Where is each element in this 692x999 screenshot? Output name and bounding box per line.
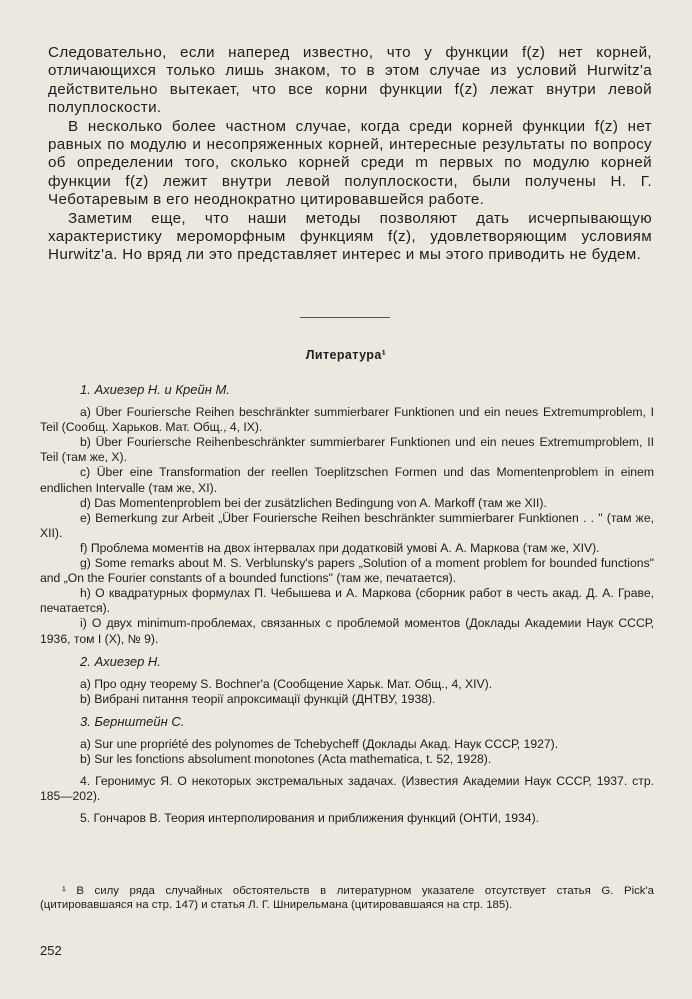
- section-divider: [300, 317, 390, 318]
- reference-entry: i) О двух minimum-проблемах, связанных с проблемой моментов (Доклады Академии Наук СССР, 1936, том I (X), № 9).: [40, 616, 654, 646]
- reference-entry: b) Sur les fonctions absolument monotones (Acta mathematica, t. 52, 1928).: [80, 752, 492, 767]
- footnote: ¹ В силу ряда случайных обстоятельств в литературном указателе отсутствует статья G. Pick'a (цитировавшаяся на стр. 147) и статья Л. Г. Шнирельмана (цитировавшаяся на стр. 185).: [40, 885, 654, 912]
- paragraph: Следовательно, если наперед известно, что у функции f(z) нет корней, отличающихся только лишь знаком, то в этом случае из условий Hurwitz'а действительно вытекает, что все корни функции f(z) лежат внутри левой полуплоскости.: [48, 44, 652, 117]
- reference-entry: 4. Геронимус Я. О некоторых экстремальных задачах. (Известия Академии Наук СССР, 1937. стр. 185—202).: [40, 774, 654, 804]
- references-list: [40, 382, 654, 826]
- page-number: 252: [40, 943, 62, 958]
- paragraph: Заметим еще, что наши методы позволяют дать исчерпывающую характеристику мероморфным функциям f(z), удовлетворяющим условиям Hurwitz'а. Но вряд ли это представляет интерес и мы этого приводить не будем.: [48, 209, 652, 264]
- reference-author: 2. Ахиезер Н.: [80, 653, 161, 669]
- reference-entry: d) Das Momentenproblem bei der zusätzlichen Bedingung von A. Markoff (там же XII).: [80, 495, 547, 510]
- references-heading: Литература¹: [305, 348, 387, 362]
- reference-entry: g) Some remarks about M. S. Verblunsky's papers „Solution of a moment problem for bounded functions" and „On the Fourier constants of a bounded functions" (там же, печатается).: [40, 556, 654, 586]
- reference-entry: c) Über eine Transformation der reellen Toeplitzschen Formen und das Momentenproblem in einem endlichen Intervalle (там же, XI).: [40, 465, 654, 495]
- main-text: [48, 44, 652, 265]
- reference-entry: b) Вибранi питання теорiї апроксимацiї функцiй (ДНТВУ, 1938).: [80, 691, 436, 706]
- reference-entry: a) Sur une propriété des polynomes de Tchebycheff (Доклады Акад. Наук СССР, 1927).: [80, 736, 559, 751]
- reference-entry: a) Über Fouriersche Reihen beschränkter summierbarer Funktionen und ein neues Extremumproblem, I Teil (Сообщ. Харьков. Мат. Общ., 4, IX).: [40, 405, 654, 435]
- reference-entry: f) Проблема моментiв на двох iнтервалах при додатковiй умовi А. А. Маркова (там же, XIV).: [80, 540, 600, 555]
- reference-entry: b) Über Fouriersche Reihenbeschränkter summierbarer Funktionen und ein neues Extremumproblem, II Teil (там же, X).: [40, 435, 654, 465]
- paragraph: В несколько более частном случае, когда среди корней функции f(z) нет равных по модулю и несопряженных корней, интересные результаты по вопросу об определении того, сколько корней среди m первых по модулю корней функции f(z) лежит внутри левой полуплоскости, были получены Н. Г. Чеботаревым в его неоднократно цитировавшейся работе.: [48, 117, 652, 209]
- reference-entry: e) Bemerkung zur Arbeit „Über Fouriersche Reihen beschränkter summierbarer Funktionen . . " (там же, XII).: [40, 510, 654, 540]
- reference-author: 3. Бернштейн С.: [80, 713, 185, 729]
- reference-author: 1. Ахиезер Н. и Крейн М.: [80, 382, 230, 397]
- reference-entry: 5. Гончаров В. Теория интерполирования и приближения функций (ОНТИ, 1934).: [80, 811, 540, 826]
- reference-entry: h) О квадратурных формулах П. Чебышева и А. Маркова (сборник работ в честь акад. Д. А. Граве, печатается).: [40, 586, 654, 616]
- reference-entry: a) Про одну теорему S. Bochner'a (Сообщение Харьк. Мат. Общ., 4, XIV).: [80, 676, 493, 691]
